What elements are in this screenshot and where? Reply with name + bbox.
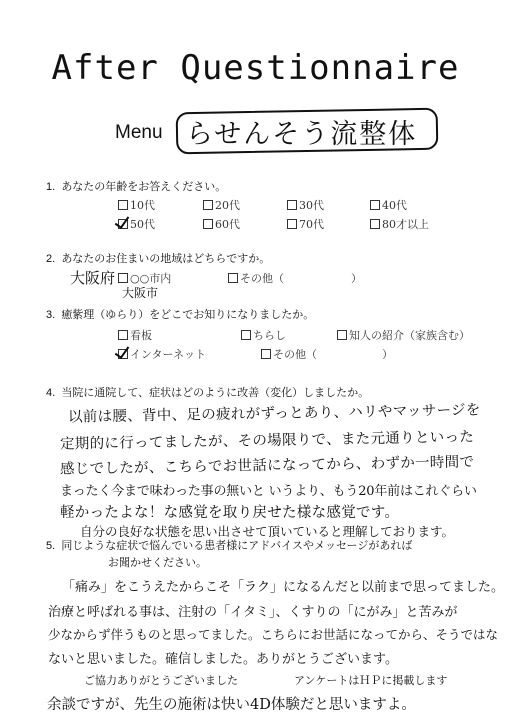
q5-answer-line: 「痛み」をこうえたからこそ「ラク」になるんだと以前まで思ってました。 xyxy=(62,580,505,595)
q1-option-80plus[interactable]: 80才以上 xyxy=(370,216,429,232)
checkbox[interactable] xyxy=(370,200,380,210)
q4-answer-line: 自分の良好な状態を思い出させて頂いていると理解しております。 xyxy=(80,524,455,539)
q3-option-internet[interactable]: インターネット xyxy=(118,346,206,362)
q4-question: 4. 当院に通院して、症状はどのように改善（変化）しましたか。 xyxy=(46,387,370,399)
q1-option-10s[interactable]: 10代 xyxy=(118,197,155,213)
checkbox[interactable] xyxy=(118,330,128,340)
q3-question: 3. 癒紫理（ゆらり）をどこでお知りになりましたか。 xyxy=(46,309,315,321)
q3-option-signboard[interactable]: 看板 xyxy=(118,327,152,343)
checkbox[interactable] xyxy=(241,330,251,340)
q5-answer-line: ないと思いました。確信しました。ありがとうございます。 xyxy=(48,652,398,667)
q3-option-referral[interactable]: 知人の紹介（家族含む） xyxy=(337,327,470,343)
checkbox[interactable] xyxy=(203,219,213,229)
q1-option-50s[interactable]: 50代 xyxy=(118,216,155,232)
q5-question: 5. 同じような症状で悩んでいる患者様にアドバイスやメッセージがあれば xyxy=(46,540,413,552)
q1-option-40s[interactable]: 40代 xyxy=(370,197,407,213)
checkbox[interactable] xyxy=(261,349,271,359)
q3-option-flyer[interactable]: ちらし xyxy=(241,327,286,343)
q1-option-20s[interactable]: 20代 xyxy=(203,197,240,213)
q2-handwritten-prefecture: 大阪府 xyxy=(70,269,116,287)
q4-answer-line: 感じでしたが、こちらでお世話になってから、わずか一時間で xyxy=(59,454,475,478)
checkbox[interactable] xyxy=(337,330,347,340)
checkbox[interactable] xyxy=(287,219,297,229)
q5-question-line2: お聞かせください。 xyxy=(108,557,207,569)
q5-answer-line: 少なからず伴うものと思ってました。こちらにお世話になってから、そうではな xyxy=(48,627,499,642)
checked-checkbox[interactable] xyxy=(118,219,128,229)
q1-option-30s[interactable]: 30代 xyxy=(287,197,324,213)
q1-option-70s[interactable]: 70代 xyxy=(287,216,324,232)
footer-notice: アンケートはＨＰに掲載します xyxy=(294,675,448,687)
q1-option-60s[interactable]: 60代 xyxy=(203,216,240,232)
checkbox[interactable] xyxy=(203,200,213,210)
menu-name: らせんそう流整体 xyxy=(186,119,418,150)
q4-answer-line: 軽かったよな！な感覚を取り戻せた様な感覚です。 xyxy=(60,505,400,521)
footer-handwritten-note: 余談ですが、先生の施術は快い4D体験だと思いますよ。 xyxy=(47,697,416,713)
checkbox[interactable] xyxy=(228,273,238,283)
q2-handwritten-city: 大阪市 xyxy=(122,286,159,300)
q2-other-close: ） xyxy=(351,272,362,285)
q2-option-city[interactable]: ○○市内 xyxy=(118,270,171,286)
q4-answer-line: 定期的に行ってましたが、その場限りで、また元通りといった xyxy=(59,429,475,453)
checkbox[interactable] xyxy=(118,273,128,283)
footer-thanks: ご協力ありがとうございました xyxy=(84,675,238,687)
checkbox[interactable] xyxy=(370,219,380,229)
page-title: After Questionnaire xyxy=(51,48,460,88)
q3-option-other[interactable]: その他（ xyxy=(261,346,317,362)
q5-answer-line: 治療と呼ばれる事は、注射の「イタミ」、くすりの「にがみ」と苦みが xyxy=(48,605,458,620)
q4-answer-line: まったく今まで味わった事の無いと いうより、もう20年前はこれぐらい xyxy=(60,484,477,499)
q3-other-close: ） xyxy=(382,348,393,361)
q2-option-other[interactable]: その他（ xyxy=(228,270,284,286)
checkbox[interactable] xyxy=(287,200,297,210)
q2-question: 2. あなたのお住まいの地域はどちらですか。 xyxy=(46,253,271,265)
q1-question: 1. あなたの年齢をお答えください。 xyxy=(46,181,227,193)
menu-label: Menu xyxy=(115,122,163,143)
checked-checkbox[interactable] xyxy=(118,349,128,359)
checkbox[interactable] xyxy=(118,200,128,210)
q4-answer-line: 以前は腰、背中、足の疲れがずっとあり、ハリやマッサージを xyxy=(67,402,481,426)
